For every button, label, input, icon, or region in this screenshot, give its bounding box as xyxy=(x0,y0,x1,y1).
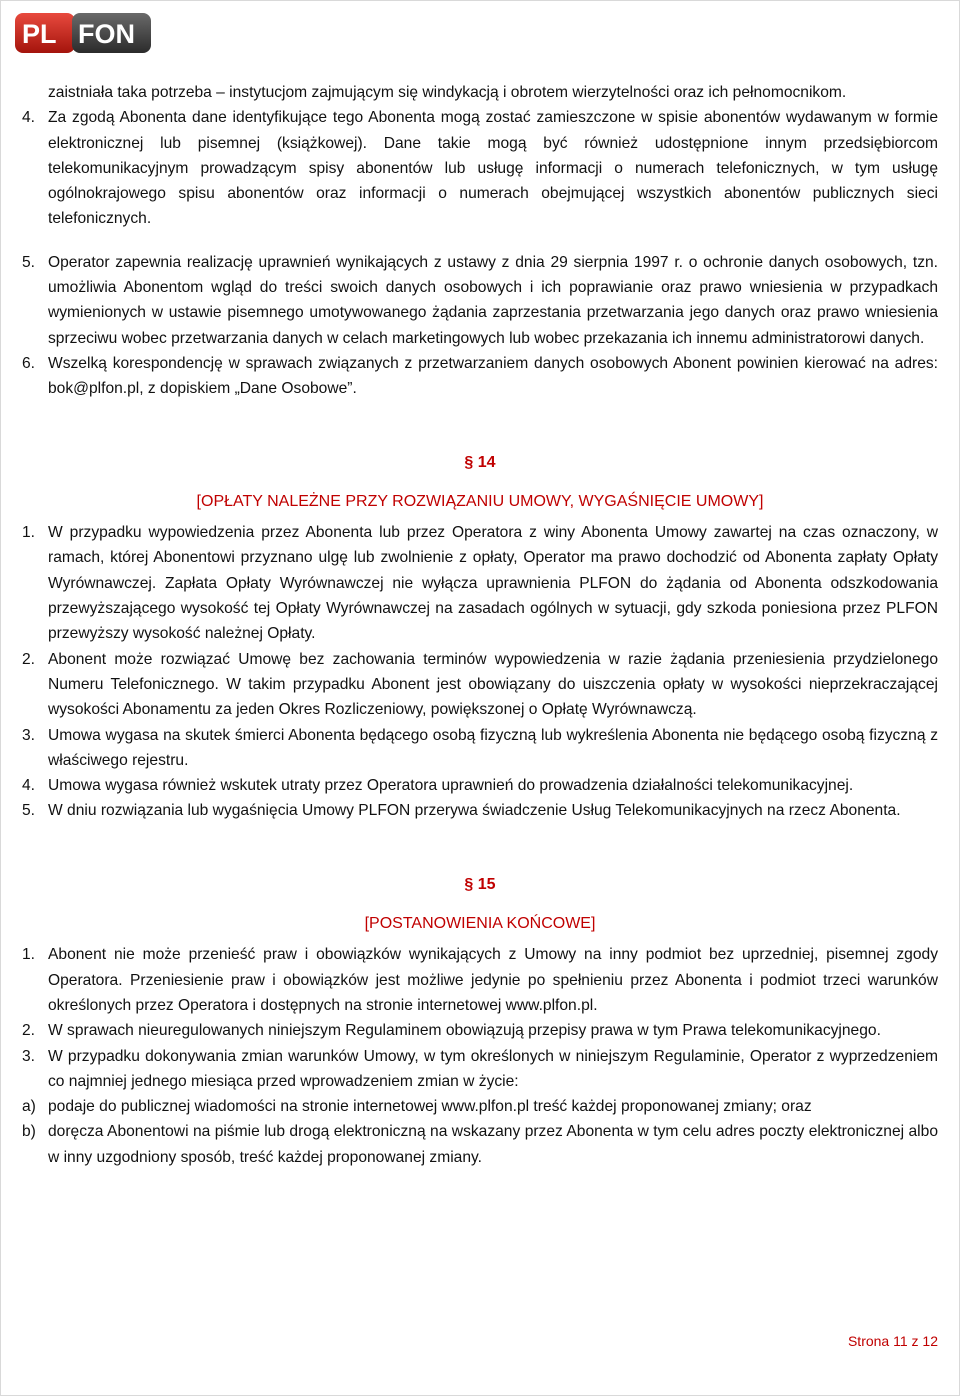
list-item: b) doręcza Abonentowi na piśmie lub drogą elektroniczną na wskazany przez Abonenta w tym celu adres poczty elektronicznej albo w inny uzgodniony sposób, treść każdej proponowanej zmiany. xyxy=(22,1123,938,1166)
section-15-number: § 15 xyxy=(464,875,496,893)
list-item: 3. Umowa wygasa na skutek śmierci Abonenta będącego osobą fizyczną lub wykreślenia Abonenta nie będącego osobą fizyczną z właściwego rejestru. xyxy=(22,726,938,769)
list-item: 4. Umowa wygasa również wskutek utraty przez Operatora uprawnień do prowadzenia działalności telekomunikacyjnej. xyxy=(22,777,854,795)
list-item: 2. Abonent może rozwiązać Umowę bez zachowania terminów wypowiedzenia w razie żądania przeniesienia przydzielonego Numeru Telefonicznego. W takim przypadku Abonent jest obowiązany do uiszczenia opłaty w wysokości nieprzekraczającej wysokości Abonamentu za jeden Okres Rozliczeniowy, powiększonej o Opłatę Wyrównawczą. xyxy=(22,650,938,719)
plfon-logo xyxy=(14,12,152,54)
section-14-number: § 14 xyxy=(464,453,496,471)
list-item: a) podaje do publicznej wiadomości na stronie internetowej www.plfon.pl treść każdej proponowanej zmiany; oraz xyxy=(22,1098,812,1116)
list-item: 5. W dniu rozwiązania lub wygaśnięcia Umowy PLFON przerywa świadczenie Usług Telekomunikacyjnych na rzecz Abonenta. xyxy=(22,802,901,820)
svg-text:FON: FON xyxy=(78,19,135,49)
section-14-title: [OPŁATY NALEŻNE PRZY ROZWIĄZANIU UMOWY, WYGAŚNIĘCIE UMOWY] xyxy=(196,492,764,510)
list-item: 3. W przypadku dokonywania zmian warunków Umowy, w tym określonych w niniejszym Regulaminie, Operator z wyprzedzeniem co najmniej jednego miesiąca przed wprowadzeniem zmian w życie: xyxy=(22,1047,938,1090)
section-15-title: [POSTANOWIENIA KOŃCOWE] xyxy=(364,915,596,933)
list-item: 4. Za zgodą Abonenta dane identyfikujące tego Abonenta mogą zostać zamieszczone w spisie abonentów wydawanym w formie elektronicznej lub pisemnej (książkowej). Dane takie mogą być również udostępnione innym przedsiębiorcom telekomunikacyjnym prowadzącym spisy abonentów lub usługę informacji o numerach telefonicznych, w tym usługę ogólnokrajowego spisu abonentów oraz informacji o numerach obejmującej wszystkich abonentów publicznych sieci telefonicznych. xyxy=(22,109,938,228)
list-item: 5. Operator zapewnia realizację uprawnień wynikających z ustawy z dnia 29 sierpnia 1997 r. o ochronie danych osobowych, tzn. umożliwia Abonentom wgląd do treści swoich danych osobowych i ich poprawianie oraz prawo wniesienia w przypadkach wymienionych w ustawie pisemnego umotywowanego żądania zaprzestania przetwarzania jego danych oraz prawo wniesienia sprzeciwu wobec przetwarzania danych w celach marketingowych lub wobec przekazania ich innemu administratorowi danych. xyxy=(22,253,938,347)
list-item: 2. W sprawach nieuregulowanych niniejszym Regulaminem obowiązują przepisy prawa w tym Prawa telekomunikacyjnego. xyxy=(22,1022,881,1040)
document-body xyxy=(22,80,938,1170)
intro-paragraph: zaistniała taka potrzeba – instytucjom zajmującym się windykacją i obrotem wierzytelności oraz ich pełnomocnikom. xyxy=(48,84,847,101)
plfon-logo-icon xyxy=(14,12,152,54)
svg-text:PL: PL xyxy=(22,19,57,49)
list-item: 1. Abonent nie może przenieść praw i obowiązków wynikających z Umowy na inny podmiot bez uprzedniej, pisemnej zgody Operatora. Przeniesienie praw i obowiązków jest możliwe jedynie po spełnieniu przez Abonenta i podmiot trzeci warunków określonych przez Operatora i dostępnych na stronie internetowej www.plfon.pl. xyxy=(22,946,938,1014)
list-item: 6. Wszelką korespondencję w sprawach związanych z przetwarzaniem danych osobowych Abonent powinien kierować na adres: bok@plfon.pl, z dopiskiem „Dane Osobowe”. xyxy=(22,354,938,398)
list-item: 1. W przypadku wypowiedzenia przez Abonenta lub przez Operatora z winy Abonenta Umowy zawartej na czas oznaczony, w ramach, której Abonentowi przyznano ulgę lub zwolnienie z opłaty, Operator ma prawo dochodzić od Abonenta zapłaty Opłaty Wyrównawczej. Zapłata Opłaty Wyrównawczej nie wyłącza uprawnienia PLFON do żądania od Abonenta odszkodowania przewyższającego wysokość tej Opłaty Wyrównawczej na zasadach ogólnych w sytuacji, gdy szkoda poniesiona przez PLFON przewyższy wysokość należnej Opłaty. xyxy=(22,524,938,643)
page-number: Strona 11 z 12 xyxy=(847,1333,938,1349)
